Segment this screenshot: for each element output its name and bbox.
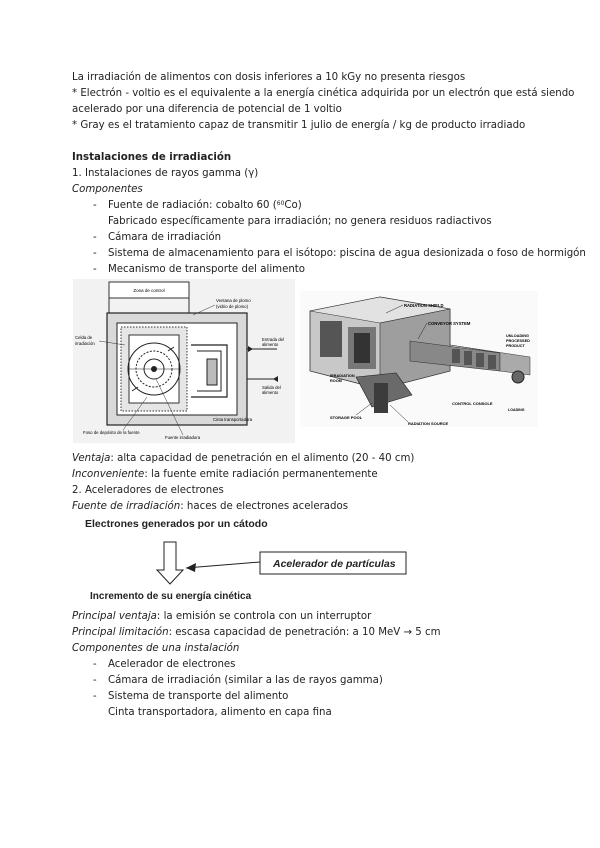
label-entry-2: alimento — [262, 342, 279, 347]
gamma-facility-schematic — [73, 279, 295, 443]
bullet-dash: - — [93, 675, 97, 686]
electron-item-conveyor: Cinta transportadora, alimento en capa fina — [108, 707, 332, 718]
label-storage-pool: STORAGE POOL — [330, 415, 363, 420]
label-source: Fuente irradiadora — [165, 435, 201, 440]
diagram-kinetic-energy: Incremento de su energía cinética — [90, 591, 252, 602]
label-lead-window: Ventana de plomo — [216, 298, 251, 303]
section-title: Instalaciones de irradiación — [72, 152, 232, 163]
gamma-heading: 1. Instalaciones de rayos gamma (γ) — [72, 168, 259, 179]
gamma-item-chamber: Cámara de irradiación — [108, 232, 222, 243]
gamma-drawback: Inconveniente: la fuente emite radiación permanentemente — [72, 469, 378, 480]
gamma-facility-isometric — [300, 291, 538, 427]
electron-item-chamber: Cámara de irradiación (similar a las de rayos gamma) — [108, 675, 383, 686]
label-exit-2: alimento — [262, 390, 279, 395]
label-cell: Celda de — [75, 335, 93, 340]
bullet-dash: - — [93, 264, 97, 275]
label-radiation-source: RADIATION SOURCE — [408, 421, 449, 426]
gamma-item-source: Fuente de radiación: cobalto 60 ($^{60}$Co) — [108, 200, 302, 211]
intro-line-1: La irradiación de alimentos con dosis inferiores a 10 kGy no presenta riesgos — [72, 72, 466, 83]
electron-item-transport: Sistema de transporte del alimento — [108, 691, 289, 702]
diagram-accelerator-box: Acelerador de partículas — [273, 558, 396, 570]
electron-components-label: Componentes de una instalación — [72, 643, 240, 654]
intro-line-3: acelerado por una diferencia de potencial de 1 voltio — [72, 104, 342, 115]
bullet-dash: - — [93, 200, 97, 211]
label-conveyor-system: CONVEYOR SYSTEM — [428, 321, 471, 326]
label-product: PRODUCT — [506, 344, 525, 348]
label-source-pit: Foso de depósito de la fuente — [83, 430, 140, 435]
label-radiation-shield: RADIATION SHIELD — [404, 303, 444, 308]
electron-limitation: Principal limitación: escasa capacidad de penetración: a 10 MeV → 5 cm — [72, 627, 441, 638]
label-entry: Entrada del — [262, 337, 284, 342]
bullet-dash: - — [93, 691, 97, 702]
label-exit: Salida del — [262, 385, 281, 390]
bullet-dash: - — [93, 248, 97, 259]
label-lead-glass: (vidrio de plomo) — [216, 304, 249, 309]
label-control-zone: Zona de control — [133, 288, 165, 293]
electron-heading: 2. Aceleradores de electrones — [72, 485, 224, 496]
gamma-item-storage: Sistema de almacenamiento para el isótopo: piscina de agua desionizada o foso de hormigón — [108, 248, 586, 259]
intro-line-4: * Gray es el tratamiento capaz de transmitir 1 julio de energía / kg de producto irradiado — [72, 120, 526, 131]
label-unloading: UNLOADING — [506, 334, 529, 338]
bullet-dash: - — [93, 659, 97, 670]
label-irradiation-room: IRRADIATION — [330, 374, 355, 378]
label-control-console: CONTROL CONSOLE — [452, 401, 493, 406]
gamma-item-transport: Mecanismo de transporte del alimento — [108, 264, 306, 275]
label-conveyor: Cinta transportadora — [213, 417, 253, 422]
gamma-components-label: Componentes — [72, 184, 143, 195]
gamma-advantage: Ventaja: alta capacidad de penetración en el alimento (20 - 40 cm) — [72, 453, 415, 464]
electron-source: Fuente de irradiación: haces de electrones acelerados — [72, 501, 349, 512]
diagram-electrons-cathode: Electrones generados por un cátodo — [85, 518, 268, 530]
intro-line-2: * Electrón - voltio es el equivalente a la energía cinética adquirida por un electrón que está siendo — [72, 88, 575, 99]
label-room: ROOM — [330, 379, 342, 383]
label-cell-2: irradiación — [75, 341, 95, 346]
gamma-item-source-note: Fabricado específicamente para irradiación; no genera residuos radiactivos — [108, 216, 492, 227]
label-loading: LOADING — [508, 408, 525, 412]
label-processed: PROCESSED — [506, 339, 530, 343]
electron-item-accelerator: Acelerador de electrones — [108, 659, 236, 670]
electron-advantage: Principal ventaja: la emisión se controla con un interruptor — [72, 611, 372, 622]
bullet-dash: - — [93, 232, 97, 243]
